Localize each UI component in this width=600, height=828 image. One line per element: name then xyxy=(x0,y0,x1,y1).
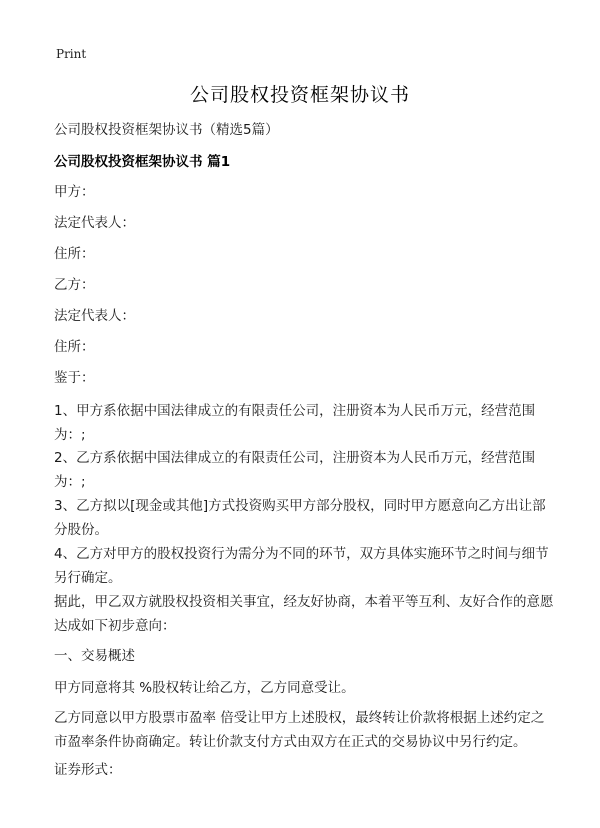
party-a-representative: 法定代表人： xyxy=(54,215,135,231)
agreement-paragraph: 据此，甲乙双方就股权投资相关事宜，经友好协商，本着平等互利、友好合作的意愿达成如下初步意向： xyxy=(54,594,554,634)
document-title: 公司股权投资框架协议书 xyxy=(189,84,410,106)
whereas-heading: 鉴于： xyxy=(54,370,95,386)
party-b-representative: 法定代表人： xyxy=(54,308,135,324)
clause-4: 4、乙方对甲方的股权投资行为需分为不同的环节，双方具体实施环节之时间与细节另行确定。 xyxy=(54,546,549,586)
transfer-paragraph: 甲方同意将其 %股权转让给乙方，乙方同意受让。 xyxy=(54,680,355,696)
section-heading: 公司股权投资框架协议书 篇1 xyxy=(54,154,231,170)
party-b-label: 乙方： xyxy=(54,277,95,293)
clause-1: 1、甲方系依据中国法律成立的有限责任公司，注册资本为人民币万元，经营范围为：; xyxy=(54,403,536,443)
print-label[interactable]: Print xyxy=(56,47,87,61)
party-b-address: 住所： xyxy=(54,339,95,355)
clause-2: 2、乙方系依据中国法律成立的有限责任公司，注册资本为人民币万元，经营范围为：; xyxy=(54,450,536,490)
clause-3: 3、乙方拟以[现金或其他]方式投资购买甲方部分股权，同时甲方愿意向乙方出让部分股份。 xyxy=(54,498,546,538)
securities-form-label: 证券形式： xyxy=(54,762,122,778)
section-1-heading: 一、交易概述 xyxy=(54,648,135,664)
party-a-label: 甲方： xyxy=(54,184,95,200)
document-subtitle: 公司股权投资框架协议书（精选5篇） xyxy=(54,122,279,138)
party-a-address: 住所： xyxy=(54,246,95,262)
pricing-paragraph: 乙方同意以甲方股票市盈率 倍受让甲方上述股权，最终转让价款将根据上述约定之市盈率条件协商确定。转让价款支付方式由双方在正式的交易协议中另行约定。 xyxy=(54,710,545,750)
